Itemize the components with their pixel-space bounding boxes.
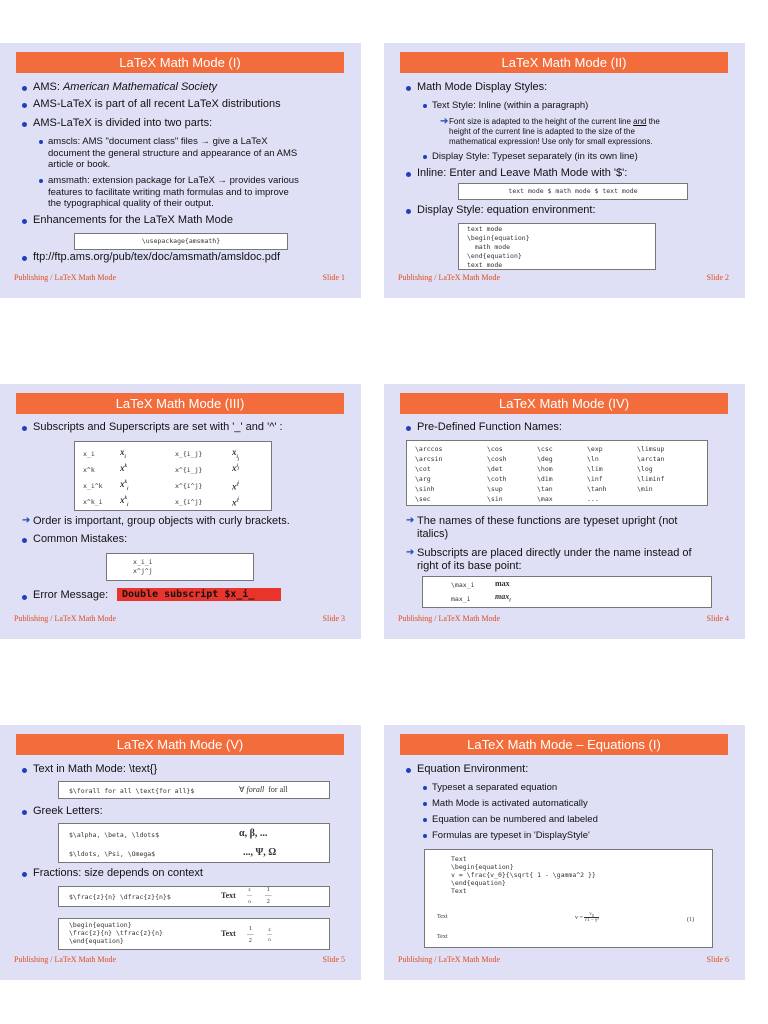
math-output: $x^k_i$ [120,495,129,508]
bullet-icon [22,103,27,108]
slide-number: Slide 4 [706,614,729,623]
function-name-cell: ... [587,495,599,503]
code-cell: x_i [83,450,95,458]
function-name-cell: \hom [537,465,553,473]
bullet-icon [22,595,27,600]
arrow-text: The names of these functions are typeset upright (not italics) [417,515,678,540]
error-message: Double subscript $x_i_ [117,588,281,601]
code-cell: \begin{equation} \frac{z}{n} \tfrac{z}{n} \end{equation} [69,921,163,945]
function-name-cell: \log [637,465,653,473]
arrow-icon: ➔ [406,515,415,526]
code-cell: max_i [451,595,471,603]
subscript-table [74,441,272,511]
function-name-cell: \arg [415,475,431,483]
math-output: $x^{i_j}$ [232,463,240,473]
function-name-cell: \sinh [415,485,435,493]
code-cell: x^k_i [83,498,103,506]
function-table [406,440,708,506]
arrow-icon: ➔ [22,515,31,526]
sub-bullet-icon [423,155,427,159]
bullet-text: Pre-Defined Function Names: [417,421,562,433]
fraction-small: z ― n [267,928,272,943]
bullet-text: Inline: Enter and Leave Math Mode with '$': [417,167,628,179]
code-cell: x^{i_j} [175,466,203,474]
function-name-cell: \arcsin [415,455,443,463]
function-name-cell: \tan [537,485,553,493]
bullet-text: Math Mode Display Styles: [417,81,548,93]
bullet-icon [22,538,27,543]
math-output: ..., Ψ, Ω [243,847,277,858]
sub-bullet-icon [423,786,427,790]
slide-title: LaTeX Math Mode (III) [16,393,344,414]
sub-bullet-text: amscls: AMS "document class" files → give a LaTeX document the general structure and appearance of an AMS article or book. [48,136,298,170]
code-cell: $\frac{z}{n} \dfrac{z}{n}$ [69,893,171,901]
function-name-cell: \cosh [487,455,507,463]
math-output: α, β, ... [239,828,268,839]
slide-number: Slide 5 [322,955,345,964]
slide-1 [0,43,361,298]
sub-bullet-text: Text Style: Inline (within a paragraph) [432,100,589,111]
fraction-small: z ― n [247,888,252,905]
function-name-cell: \arccos [415,445,443,453]
bullet-icon [22,426,27,431]
footer-left: Publishing / LaTeX Math Mode [398,614,501,623]
sub-bullet-icon [423,104,427,108]
bullet-text: Greek Letters: [33,805,103,817]
bullet-text: ftp://ftp.ams.org/pub/tex/doc/amsmath/amsldoc.pdf [33,251,281,263]
function-name-cell: \min [637,485,653,493]
fraction-display: 1 ― 2 [265,886,272,905]
example-box [58,781,330,799]
footer-left: Publishing / LaTeX Math Mode [14,273,117,282]
code-cell: x_i^k [83,482,103,490]
bullet-icon [22,219,27,224]
function-name-cell: \sup [487,485,503,493]
code-cell: x^k [83,466,95,474]
math-output: $x^{i^j}$ [232,495,240,508]
function-name-cell: \sec [415,495,431,503]
slide-number: Slide 6 [706,955,729,964]
bullet-text: Subscripts and Superscripts are set with '_' and '^' : [33,421,283,433]
arrow-icon: ➔ [406,547,415,558]
slide-number: Slide 2 [706,273,729,282]
bullet-text: Enhancements for the LaTeX Math Mode [33,214,233,226]
bullet-icon [22,768,27,773]
math-output: Text [221,929,236,938]
slide-number: Slide 3 [322,614,345,623]
arrow-icon: ➔ [440,116,449,127]
example-box [58,886,330,907]
bullet-icon [406,768,411,773]
fraction-display: 1 ― 2 [247,925,254,944]
function-name-cell: \cot [415,465,431,473]
function-name-cell: \arctan [637,455,665,463]
code-box: text mode \begin{equation} math mode \end{equation} text mode [458,223,656,270]
sub-bullet-text: Math Mode is activated automatically [432,798,588,809]
slide-number: Slide 1 [322,273,345,282]
bullet-text: AMS-LaTeX is part of all recent LaTeX distributions [33,98,281,110]
code-box: \usepackage{amsmath} [74,233,288,250]
slide-title: LaTeX Math Mode (I) [16,52,344,73]
bullet-text: Text in Math Mode: \text{} [33,763,158,775]
slide-3 [0,384,361,639]
bullet-text: Common Mistakes: [33,533,128,545]
code-cell: \max_i [451,581,475,589]
math-output: ∀ forall for all [239,785,288,794]
sub-bullet-text: amsmath: extension package for LaTeX → provides various features to facilitate writing math formulas and to improve the typographical quality of their output. [48,175,299,209]
example-box [422,576,712,608]
code-cell: $\alpha, \beta, \ldots$ [69,831,160,839]
function-name-cell: \dim [537,475,553,483]
slide-6 [384,725,745,980]
arrow-text: Subscripts are placed directly under the name instead of right of its base point: [417,547,692,572]
slide-title: LaTeX Math Mode (II) [400,52,728,73]
slide-5 [0,725,361,980]
example-box [58,918,330,950]
math-output: $x^k$ [120,463,127,473]
code-cell: x^{i^j} [175,482,203,490]
bullet-icon [22,872,27,877]
code-cell: x_{i_j} [175,450,203,458]
sub-bullet-icon [423,802,427,806]
function-name-cell: \sin [487,495,503,503]
sub-bullet-icon [423,818,427,822]
bullet-text: Fractions: size depends on context [33,867,203,879]
function-name-cell: \coth [487,475,507,483]
function-name-cell: \ln [587,455,599,463]
bullet-text: AMS-LaTeX is divided into two parts: [33,117,213,129]
function-name-cell: \lim [587,465,603,473]
code-cell: x_{i^j} [175,498,203,506]
example-box [58,823,330,863]
math-output: max [495,579,510,588]
bullet-text: Display Style: equation environment: [417,204,596,216]
math-output: Text [221,891,236,900]
footer-left: Publishing / LaTeX Math Mode [398,955,501,964]
equation-example-box [424,849,713,948]
function-name-cell: \exp [587,445,603,453]
slide-title: LaTeX Math Mode – Equations (I) [400,734,728,755]
math-output: $x_{i_j}$ [232,447,240,461]
bullet-icon [406,426,411,431]
slide-2 [384,43,745,298]
footer-left: Publishing / LaTeX Math Mode [14,955,117,964]
code-cell: Text \begin{equation} v = \frac{v_0}{\sqrt{ 1 - \gamma^2 }} \end{equation} Text [451,855,596,895]
bullet-icon [406,86,411,91]
math-output: $x^{i^j}$ [232,479,240,492]
function-name-cell: \tanh [587,485,607,493]
sub-bullet-icon [423,834,427,838]
bullet-text: Equation Environment: [417,763,529,775]
math-output: $x_i$ [120,447,126,460]
function-name-cell: \cos [487,445,503,453]
footer-left: Publishing / LaTeX Math Mode [398,273,501,282]
function-name-cell: \deg [537,455,553,463]
sub-bullet-text: Display Style: Typeset separately (in its own line) [432,151,638,162]
function-name-cell: \csc [537,445,553,453]
slide-title: LaTeX Math Mode (IV) [400,393,728,414]
function-name-cell: \liminf [637,475,665,483]
function-name-cell: \det [487,465,503,473]
bullet-icon [22,256,27,261]
bullet-icon [22,810,27,815]
code-cell: $\forall for all \text{for all}$ [69,787,195,795]
slide-4 [384,384,745,639]
math-output: $\max_i$ [495,592,511,604]
sub-bullet-text: Formulas are typeset in 'DisplayStyle' [432,830,590,841]
sub-sub-bullet-text: Font size is adapted to the height of the current line and the height of the current line is adapted to the size of the mathematical expression! Use only for small expressions. [449,117,660,146]
sub-bullet-text: Equation can be numbered and labeled [432,814,598,825]
function-name-cell: \inf [587,475,603,483]
code-box: x_i_i x^j^j [106,553,254,581]
code-cell: $\ldots, \Psi, \Omega$ [69,850,156,858]
bullet-icon [22,86,27,91]
math-output: $x^k_i$ [120,479,129,492]
bullet-icon [406,172,411,177]
bullet-icon [22,122,27,127]
function-name-cell: \max [537,495,553,503]
code-box: text mode $ math mode $ text mode [458,183,688,200]
bullet-text: Error Message: [33,589,109,601]
equation-number: (1) [687,917,694,923]
output-text: Text [437,914,448,920]
sub-bullet-text: Typeset a separated equation [432,782,558,793]
sub-bullet-icon [39,179,43,183]
slide-title: LaTeX Math Mode (V) [16,734,344,755]
bullet-text: AMS: American Mathematical Society [33,81,218,93]
equation-output: $v = \frac{v_0}{\text{√1 − γ²}}$ [575,912,599,923]
function-name-cell: \limsup [637,445,665,453]
arrow-text: Order is important, group objects with curly brackets. [33,515,290,527]
footer-left: Publishing / LaTeX Math Mode [14,614,117,623]
output-text: Text [437,934,448,940]
sub-bullet-icon [39,140,43,144]
bullet-icon [406,209,411,214]
